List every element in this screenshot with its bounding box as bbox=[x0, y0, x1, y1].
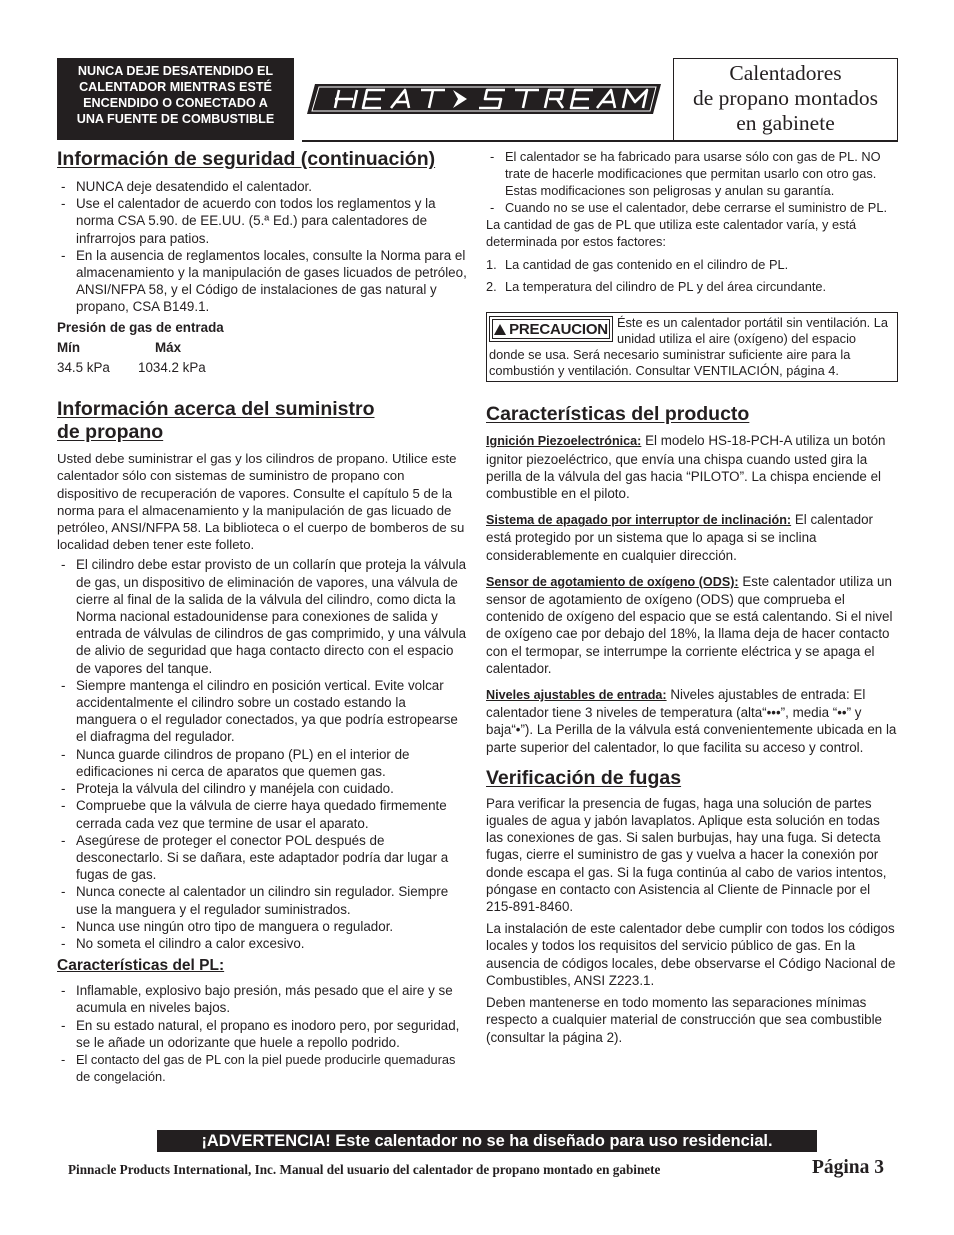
residential-warning-banner: ¡ADVERTENCIA! Este calentador no se ha diseñado para uso residencial. bbox=[157, 1130, 817, 1152]
factor-text: La temperatura del cilindro de PL y del área circundante. bbox=[505, 279, 827, 295]
list-item: - En la ausencia de reglamentos locales, consulte la Norma para el almacenamiento y la manipulación de gases licuados de petróleo, ANSI/NFPA 58, y el Código de instalaciones de gas natural y propano, CSA B149.1. bbox=[57, 247, 469, 316]
list-item: - Asegúrese de proteger el conector POL después de desconectarlo. Si se dañara, este adaptador podría dar lugar a fugas de gas. bbox=[57, 832, 469, 884]
title-line: Calentadores bbox=[729, 61, 842, 85]
leak-heading: Verificación de fugas bbox=[486, 766, 682, 789]
pl-heading: Características del PL: bbox=[57, 957, 225, 975]
leak-paragraph: La instalación de este calentador debe cumplir con todos los códigos locales y todos los requisitos del servicio público de gas. En la ausencia de códigos locales, debe observarse el Código Nacional de Combustibles, ANSI Z223.1. bbox=[486, 921, 896, 988]
list-item bbox=[486, 256, 898, 273]
warning-line: NUNCA DEJE DESATENDIDO EL bbox=[77, 64, 274, 78]
warning-triangle-icon bbox=[494, 324, 506, 335]
list-item: - Nunca use ningún otro tipo de manguera o regulador. bbox=[57, 918, 469, 935]
feature-lead: Niveles ajustables de entrada: bbox=[486, 688, 667, 703]
feature-ignition bbox=[486, 432, 898, 502]
supply-heading-line: de propano bbox=[57, 421, 164, 444]
document-title-box bbox=[673, 58, 898, 141]
title-line: de propano montados bbox=[692, 86, 879, 110]
factor-list bbox=[486, 256, 898, 295]
pressure-heading: Presión de gas de entrada bbox=[57, 319, 224, 335]
list-item: - En su estado natural, el propano es inodoro pero, por seguridad, se le añade un odorizante que huele a repollo podrido. bbox=[57, 1017, 469, 1051]
pl-list bbox=[57, 982, 469, 1085]
feature-ods bbox=[486, 573, 898, 677]
list-item: - Compruebe que la válvula de cierre haya quedado firmemente cerrada cada vez que termine de usar el aparato. bbox=[57, 797, 469, 831]
pressure-values-row bbox=[57, 359, 469, 376]
supply-list bbox=[57, 556, 469, 952]
list-item: - Siempre mantenga el cilindro en posición vertical. Evite volcar accidentalmente el cilindro sobre un costado estando la manguera o el regulador conectados, ya que podría estropearse el diafragma del regulador. bbox=[57, 677, 469, 746]
list-number: 2. bbox=[486, 279, 497, 295]
pressure-min-label: Mín bbox=[57, 339, 81, 355]
feature-levels bbox=[486, 686, 898, 756]
list-item: - Inflamable, explosivo bajo presión, más pesado que el aire y se acumula en niveles bajos. bbox=[57, 982, 469, 1016]
pressure-min-value: 34.5 kPa bbox=[57, 360, 110, 376]
caution-badge bbox=[489, 316, 613, 342]
list-item: - Nunca guarde cilindros de propano (PL) en el interior de edificaciones ni cerca de aparatos que quemen gas. bbox=[57, 746, 469, 780]
left-column bbox=[57, 148, 469, 1085]
feature-text: El calentador está protegido por un sistema que lo apaga si se inclina considerablemente en cualquier dirección. bbox=[486, 512, 873, 563]
leak-paragraph: Para verificar la presencia de fugas, haga una solución de partes iguales de agua y jabón lavaplatos. Aplique esta solución en todas las conexiones de gas. Si salen burbujas, hay una fuga. Si detecta fugas, cierre el suministro de gas y vuelva a hacer la conexión por donde escapa el gas. Si la fuga continúa al cabo de varios intentos, póngase en contacto con Asistencia al Cliente de Pinnacle por el 215-891-8460. bbox=[486, 795, 887, 915]
page-number: Página 3 bbox=[811, 1157, 884, 1178]
supply-heading-line: Información acerca del suministro bbox=[57, 398, 375, 421]
feature-lead: Sensor de agotamiento de oxígeno (ODS): bbox=[486, 574, 739, 589]
title-line: en gabinete bbox=[736, 111, 835, 135]
footer-manual-text: Pinnacle Products International, Inc. Manual del usuario del calentador de propano montado en gabinete bbox=[68, 1162, 661, 1177]
list-item bbox=[486, 278, 898, 295]
caution-label: PRECAUCION bbox=[509, 320, 608, 338]
feature-text: El modelo HS-18-PCH-A utiliza un botón ignitor piezoeléctrico, que envía una chispa cuando usted gira la perilla de la válvula del gas hacia “PILOTO”. La chispa enciende el combustible en el piloto. bbox=[486, 433, 886, 502]
feature-lead: Sistema de apagado por interruptor de inclinación: bbox=[486, 513, 792, 528]
unattended-warning-box bbox=[57, 58, 294, 140]
list-item: - Cuando no se use el calentador, debe cerrarse el suministro de PL. bbox=[486, 199, 898, 216]
factor-text: La cantidad de gas contenido en el cilindro de PL. bbox=[505, 257, 789, 272]
warning-line: ENCENDIDO O CONECTADO A bbox=[83, 96, 268, 110]
caution-badge-inner bbox=[492, 319, 610, 339]
supply-intro: Usted debe suministrar el gas y los cilindros de propano. Utilice este calentador sólo con sistemas de suministro de propano con dispositivo de recuperación de vapores. Consulte el capítulo 5 de la norma para el almacenamiento y la manipulación de gas licuado de petróleo, ANSI/NFPA 58. La biblioteca o el cuerpo de bomberos de su localidad deben tener este folleto. bbox=[57, 451, 465, 553]
list-item: - El cilindro debe estar provisto de un collarín que proteja la válvula de gas, un dispositivo de eliminación de vapores, una válvula de cierre al final de la salida de la válvula del cilindro, como dicta la Norma nacional estadounidense para conexiones de salida y entrada de válvulas de cilindros de gas comprimido, y una válvula de alivio de seguridad que haga contacto directo con el espacio de vapores del tanque. bbox=[57, 556, 469, 676]
list-item: - Proteja la válvula del cilindro y manéjela con cuidado. bbox=[57, 780, 469, 797]
list-item: - El contacto del gas de PL con la piel puede producirle quemaduras de congelación. bbox=[57, 1051, 469, 1085]
pressure-header-row bbox=[57, 339, 469, 356]
safety-heading: Información de seguridad (continuación) bbox=[57, 148, 436, 170]
warning-line: CALENTADOR MIENTRAS ESTÉ bbox=[79, 80, 272, 94]
right-column bbox=[486, 148, 898, 1046]
safety-list bbox=[57, 178, 469, 316]
list-number: 1. bbox=[486, 257, 497, 272]
list-item: - Nunca conecte al calentador un cilindro sin regulador. Siempre use la manguera y el regulador suministrados. bbox=[57, 883, 469, 917]
heatstream-logo bbox=[305, 82, 663, 116]
amount-intro: La cantidad de gas de PL que utiliza este calentador varía, y está determinada por estos factores: bbox=[486, 217, 857, 249]
list-item: - Use el calentador de acuerdo con todos los reglamentos y la norma CSA 5.90. de EE.UU. (5.ª Ed.) para calentadores de infrarrojos para patios. bbox=[57, 195, 469, 247]
continued-list bbox=[486, 148, 898, 216]
feature-text: Niveles ajustables de entrada: El calentador tiene 3 niveles de temperatura (alta“•••”, media “••” y baja“•”). La Perilla de la válvula está convenientemente ubicada en la parte superior del calentador, lo que facilita su acceso y control. bbox=[486, 687, 897, 755]
feature-text: Este calentador utiliza un sensor de agotamiento de oxígeno (ODS) que comprueba el contenido de oxígeno del espacio que se está calentando. Si el nivel de oxígeno cae por debajo del 18%, la llama deja de hacer contacto con el termopar, se interrumpe la corriente eléctrica y se apaga el calentador. bbox=[486, 573, 893, 676]
caution-box bbox=[486, 312, 898, 382]
list-item: - El calentador se ha fabricado para usarse sólo con gas de PL. NO trate de hacerle modificaciones que permitan usarlo con otro gas. Estas modificaciones son peligrosas y anulan su garantía. bbox=[486, 148, 898, 199]
pressure-max-value: 1034.2 kPa bbox=[138, 360, 206, 376]
pressure-max-label: Máx bbox=[155, 339, 182, 355]
supply-heading bbox=[57, 398, 469, 444]
warning-line: UNA FUENTE DE COMBUSTIBLE bbox=[76, 112, 275, 126]
feature-lead: Ignición Piezoelectrónica: bbox=[486, 434, 642, 449]
list-item: - No someta el cilindro a calor excesivo. bbox=[57, 935, 469, 952]
features-heading: Características del producto bbox=[486, 403, 750, 426]
list-item: - NUNCA deje desatendido el calentador. bbox=[57, 178, 469, 195]
caution-text: Éste es un calentador portátil sin ventilación. La unidad utiliza el aire (oxígeno) del espacio donde se usa. Será necesario suministrar suficiente aire para la combustión y ventilación. Consultar VENTILACIÓN, página 4. bbox=[489, 315, 889, 378]
leak-paragraph: Deben mantenerse en todo momento las separaciones mínimas respecto a cualquier material de construcción que sea combustible (consultar la página 2). bbox=[486, 995, 882, 1045]
feature-tilt bbox=[486, 511, 898, 564]
